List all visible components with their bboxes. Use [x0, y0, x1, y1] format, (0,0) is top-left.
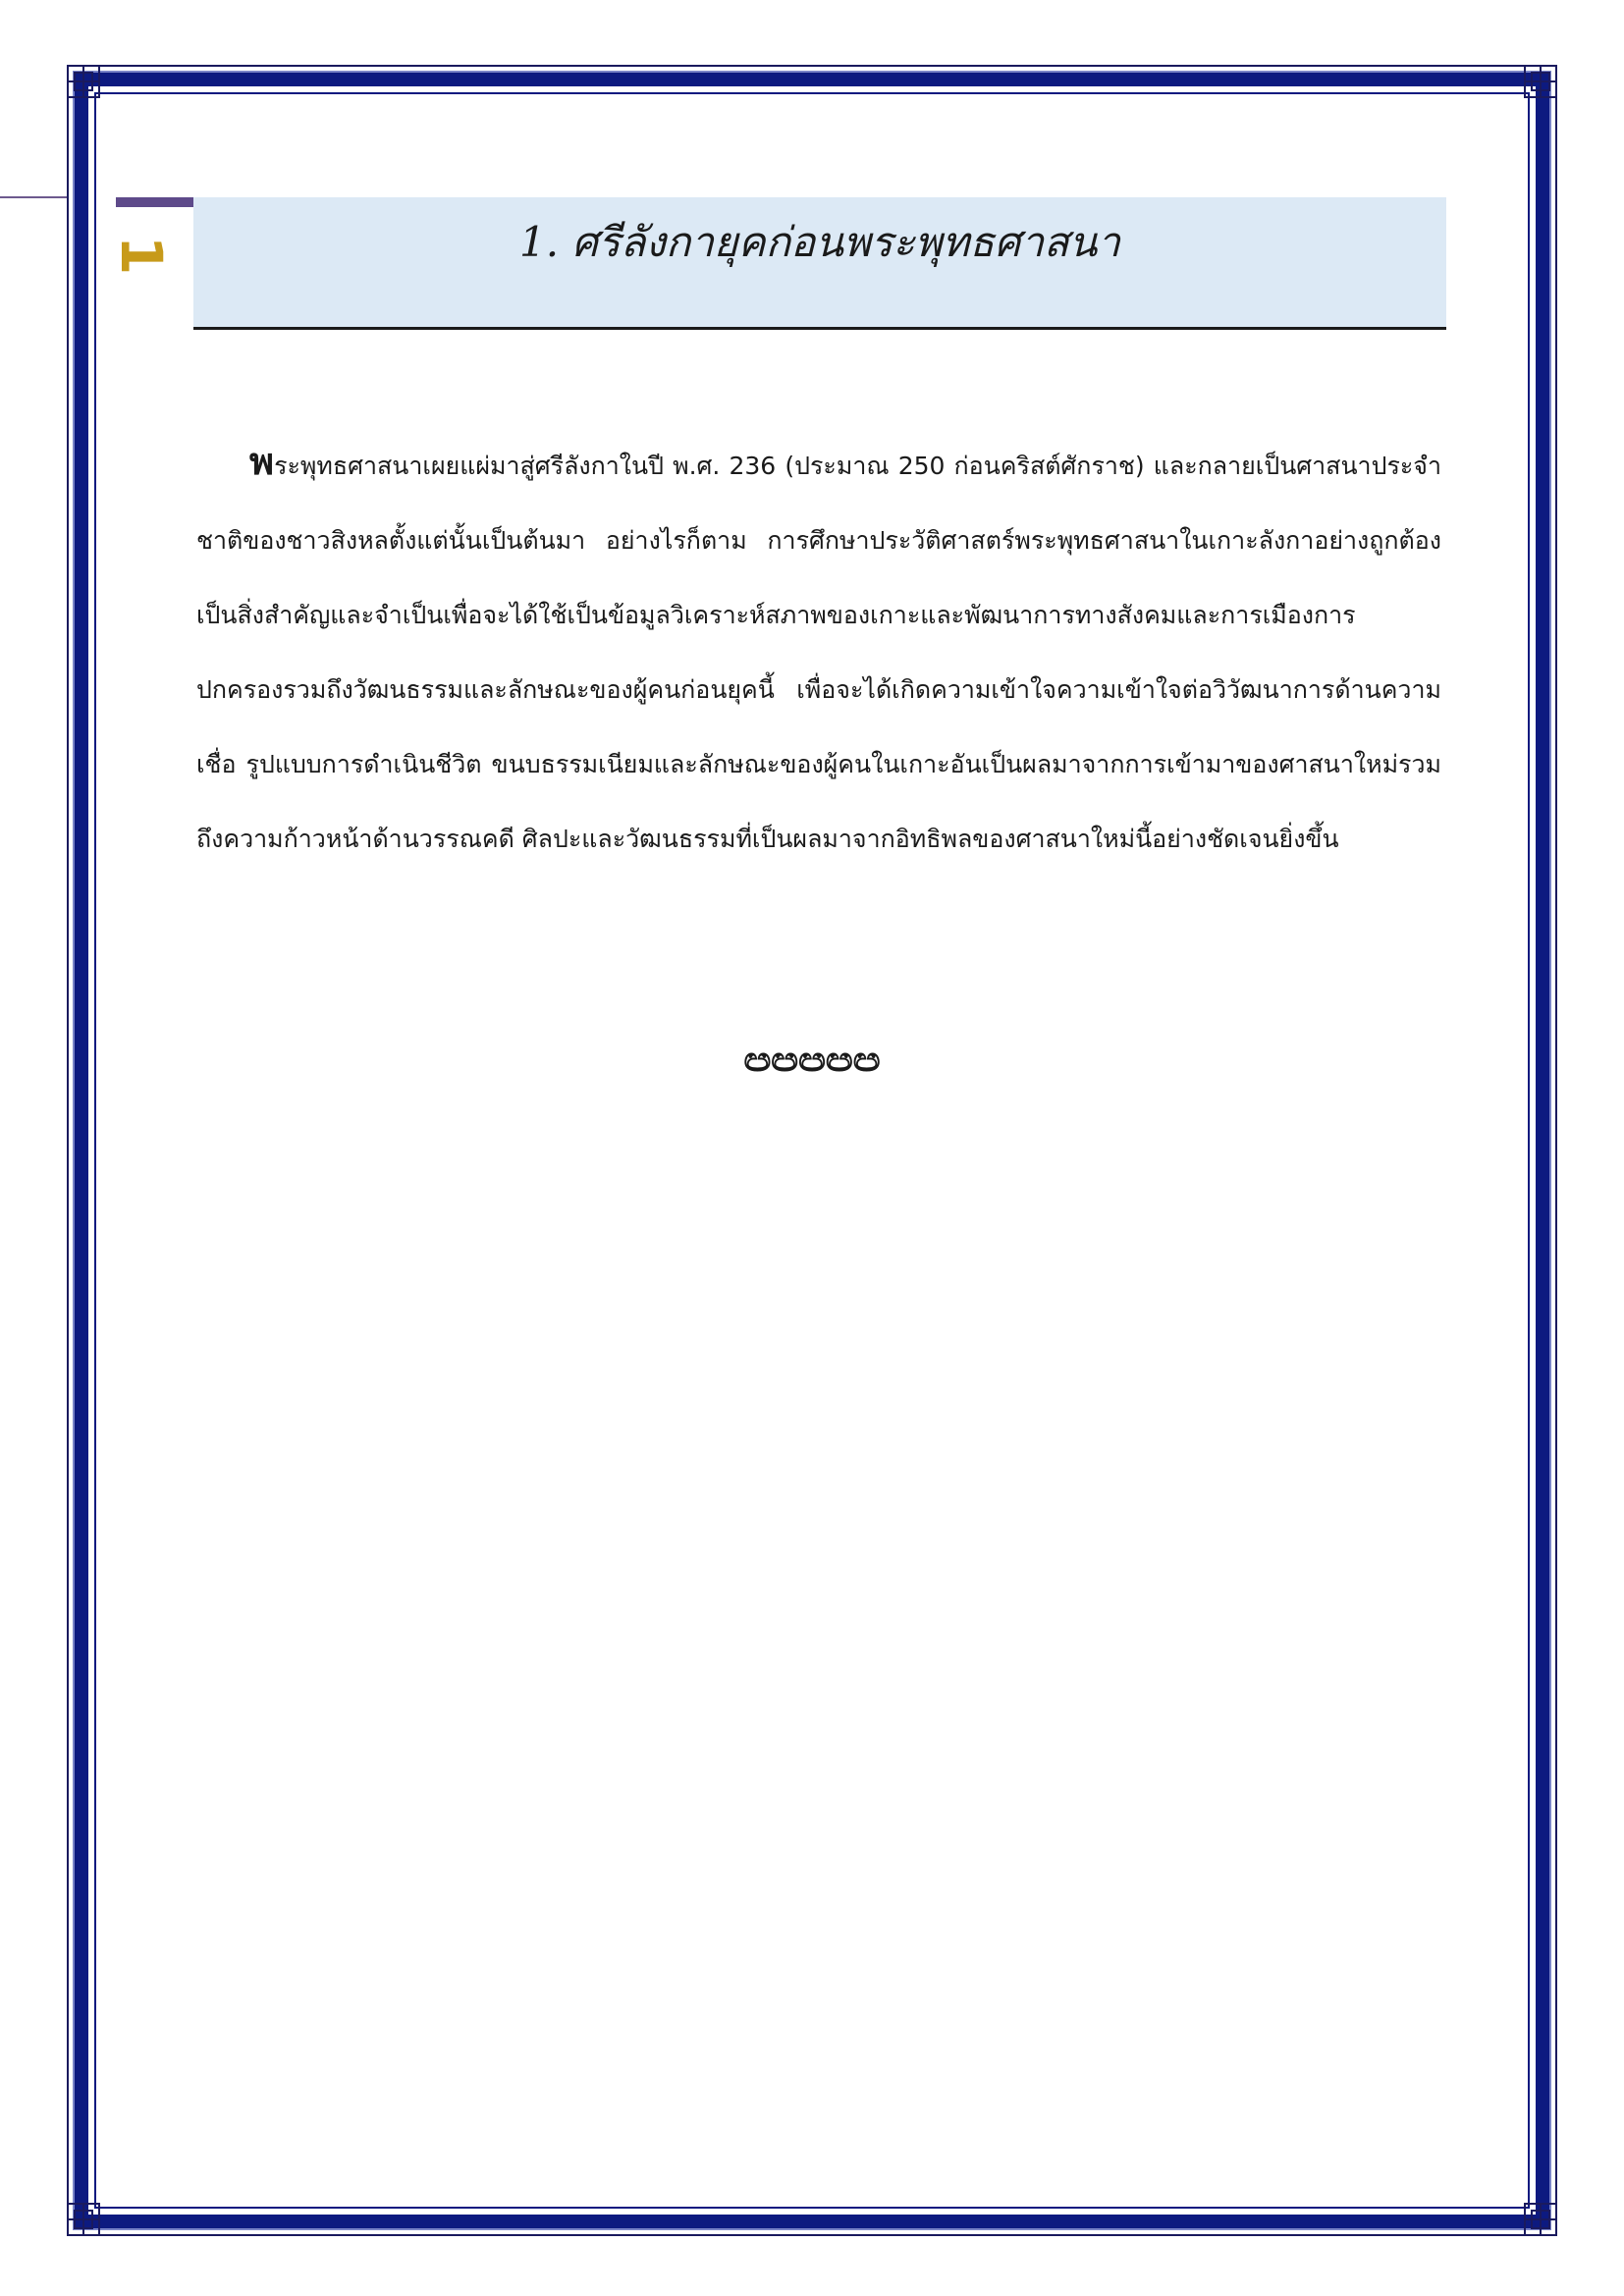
paragraph-initial: พ: [249, 440, 275, 483]
section-end-ornament: ඏඏඏඏඏ: [743, 1041, 881, 1080]
body-paragraph: [196, 424, 1441, 877]
chapter-tab: [116, 197, 193, 207]
corner-ornament-bottom-left: [67, 2203, 100, 2236]
chapter-title: 1. ศรีลังกายุคก่อนพระพุทธศาสนา: [519, 218, 1120, 266]
chapter-number: 1: [108, 235, 175, 276]
corner-ornament-top-right: [1524, 65, 1557, 98]
corner-ornament-bottom-right: [1524, 2203, 1557, 2236]
paragraph-text: ระพุทธศาสนาเผยแผ่มาสู่ศรีลังกาในปี พ.ศ. 236 (ประมาณ 250 ก่อนคริสต์ศักราช) และกลายเป็นศาสนาประจำชาติของชาวสิงหลตั้งแต่นั้นเป็นต้นมา อย่างไรก็ตาม การศึกษาประวัติศาสตร์พระพุทธศาสนาในเกาะลังกาอย่างถูกต้องเป็นสิ่งสำคัญและจำเป็นเพื่อจะได้ใช้เป็นข้อมูลวิเคราะห์สภาพของเกาะและพัฒนาการทางสังคมและการเมืองการปกครองรวมถึงวัฒนธรรมและลักษณะของผู้คนก่อนยุคนี้ เพื่อจะได้เกิดความเข้าใจความเข้าใจต่อวิวัฒนาการด้านความเชื่อ รูปแบบการดำเนินชีวิต ขนบธรรมเนียมและลักษณะของผู้คนในเกาะอันเป็นผลมาจากการเข้ามาของศาสนาใหม่รวมถึงความก้าวหน้าด้านวรรณคดี ศิลปะและวัฒนธรรมที่เป็นผลมาจากอิทธิพลของศาสนาใหม่นี้อย่างชัดเจนยิ่งขึ้น: [196, 452, 1441, 853]
header-underline: [193, 327, 1446, 330]
margin-rule: [0, 196, 69, 198]
page-border-inner: [94, 92, 1530, 2209]
corner-ornament-top-left: [67, 65, 100, 98]
